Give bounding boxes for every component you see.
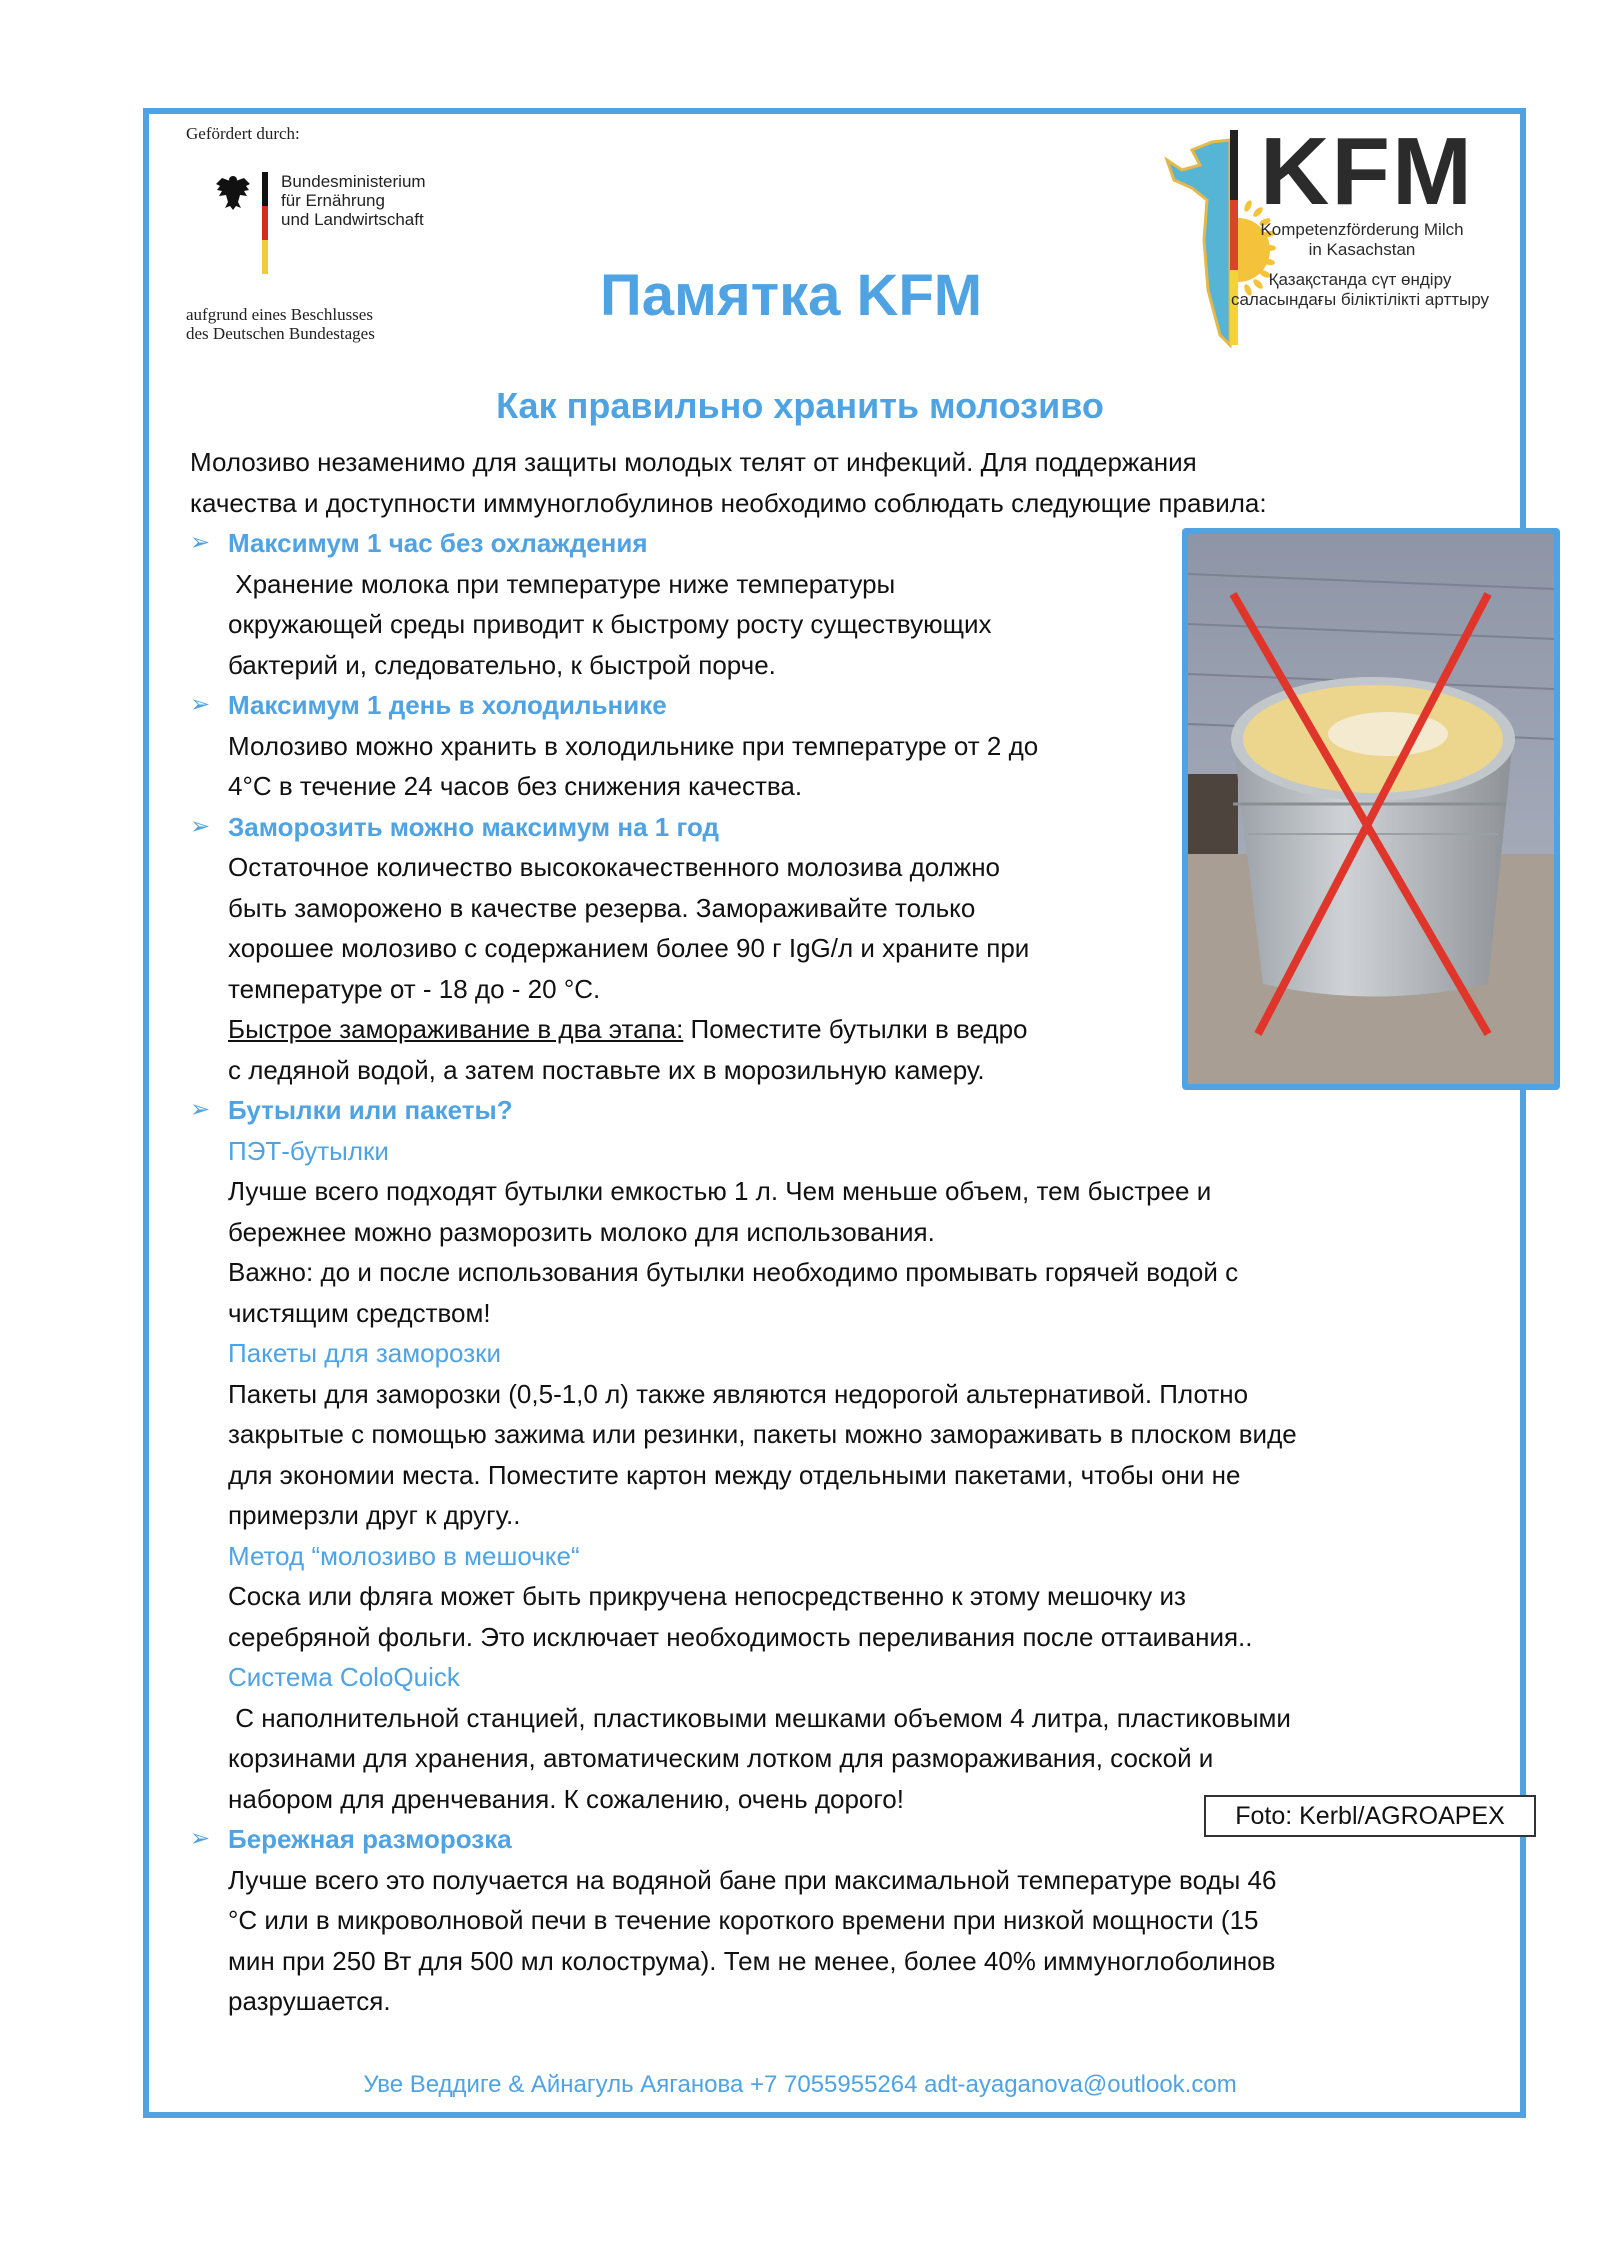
section-heading [190,1090,1480,1131]
footer-contact: Уве Веддиге & Айнагуль Аяганова +7 7055955264 adt-ayaganova@outlook.com [363,2071,1237,2098]
fast-freeze-label: Быстрое замораживание в два этапа: [228,1014,684,1044]
section-text-line: 4°C в течение 24 часов без снижения качества. [228,771,803,801]
kfm-kazakh-line: Қазақстанда сүт өндіру [1268,270,1452,289]
section-heading-text: Бережная разморозка [228,1824,512,1854]
section-text-line: разрушается. [228,1986,391,2016]
document-body [190,442,1480,2022]
section-text-line: бактерий и, следовательно, к быстрой порче. [228,649,776,680]
section-text-line: Пакеты для заморозки (0,5-1,0 л) также являются недорогой альтернативой. Плотно [228,1378,1249,1409]
ministry-line: und Landwirtschaft [281,210,424,229]
section-heading [190,685,1480,726]
section-heading [190,523,1480,564]
kfm-logo-kazakh [1200,270,1520,310]
ministry-line: für Ernährung [281,191,385,210]
section-heading-text: Максимум 1 час без охлаждения [228,528,648,558]
section-text-line: Лучше всего это получается на водяной бане при максимальной температуре воды 46 [228,1864,1277,1895]
fast-freeze-line [190,1009,1480,1050]
section-text-line: для экономии места. Поместите картон между отдельными пакетами, чтобы они не [228,1459,1241,1490]
bullet-arrow-icon: ➢ [190,1825,211,1852]
section-text-line: с ледяной водой, а затем поставьте их в морозильную камеру. [228,1054,985,1085]
section-text-line: Важно: до и после использования бутылки необходимо промывать горячей водой с [228,1257,1239,1287]
ministry-line: Bundesministerium [281,172,426,191]
kfm-logo-title: KFM [1260,118,1474,225]
photo-credit: Foto: Kerbl/AGROAPEX [1204,1795,1536,1837]
section-text-line: хорошее молозиво с содержанием более 90 г IgG/л и храните при [228,933,1030,963]
section-text-line: С наполнительной станцией, пластиковыми мешками объемом 4 литра, пластиковыми [228,1702,1291,1733]
section-heading-text: Бутылки или пакеты? [228,1095,513,1125]
subsection-heading: Система ColoQuick [228,1662,460,1692]
kfm-kazakh-line: саласындағы біліктілікті арттыру [1230,290,1490,309]
section-text-line: чистящим средством! [228,1297,491,1328]
section-text-line: серебряной фольги. Это исключает необходимость переливания после оттаивания.. [228,1621,1253,1652]
section-text-line: закрытые с помощью зажима или резинки, пакеты можно замораживать в плоском виде [228,1419,1297,1449]
section-heading-text: Максимум 1 день в холодильнике [228,690,667,720]
section-text-line: °C или в микроволновой печи в течение короткого времени при низкой мощности (15 [228,1905,1259,1935]
section-text-line: температуре от - 18 до - 20 °C. [228,973,601,1004]
section-text-line: бережнее можно разморозить молоко для использования. [228,1216,935,1247]
bullet-arrow-icon: ➢ [190,812,211,840]
kfm-subtitle-line: Kompetenzförderung Milch [1260,220,1464,239]
page-title: Памятка KFM [600,263,983,328]
resolution-line: aufgrund eines Beschlusses [186,305,373,324]
section-text-line: Остаточное количество высококачественного молозива должно [228,852,1001,882]
federal-eagle-icon [214,172,252,212]
subsection-heading: Пакеты для заморозки [228,1338,502,1368]
bullet-arrow-icon: ➢ [190,1096,211,1123]
section-heading-text: Заморозить можно максимум на 1 год [228,811,719,842]
section-text-line: набором для дренчевания. К сожалению, очень дорого! [228,1783,904,1814]
resolution-line: des Deutschen Bundestages [186,324,375,343]
kfm-subtitle-line: in Kasachstan [1308,240,1416,259]
section-text-line: примерзли друг к другу.. [228,1500,521,1530]
intro-line: Молозиво незаменимо для защиты молодых телят от инфекций. Для поддержания [190,447,1197,477]
subsection-heading: ПЭТ-бутылки [228,1135,389,1166]
ministry-name [281,172,426,229]
section-text-line: корзинами для хранения, автоматическим лотком для размораживания, соской и [228,1743,1214,1773]
fast-freeze-text: Поместите бутылки в ведро [683,1014,1028,1044]
bullet-arrow-icon: ➢ [190,529,211,556]
section-text-line: окружающей среды приводит к быстрому росту существующих [228,609,992,639]
section-text-line: Лучше всего подходят бутылки емкостью 1 л. Чем меньше объем, тем быстрее и [228,1176,1212,1206]
section-text-line: быть заморожено в качестве резерва. Замораживайте только [228,892,976,923]
bullet-arrow-icon: ➢ [190,691,211,718]
section-heading [190,807,1480,848]
section-text-line: Соска или фляга может быть прикручена непосредственно к этому мешочку из [228,1581,1186,1611]
resolution-text [186,305,375,343]
section-text-line: Молозиво можно хранить в холодильнике при температуре от 2 до [228,730,1039,761]
subsection-heading: Метод “молозиво в мешочке“ [228,1540,580,1571]
kfm-logo-subtitle [1212,220,1512,260]
intro-line: качества и доступности иммуноглобулинов необходимо соблюдать следующие правила: [190,487,1267,518]
page-subtitle: Как правильно хранить молозиво [496,385,1104,426]
german-flag-bar [262,172,268,274]
funded-by-label: Gefördert durch: [186,124,300,143]
section-text-line: мин при 250 Вт для 500 мл колострума). Тем не менее, более 40% иммуноглоболинов [228,1945,1276,1976]
section-text-line: Хранение молока при температуре ниже температуры [228,568,896,599]
